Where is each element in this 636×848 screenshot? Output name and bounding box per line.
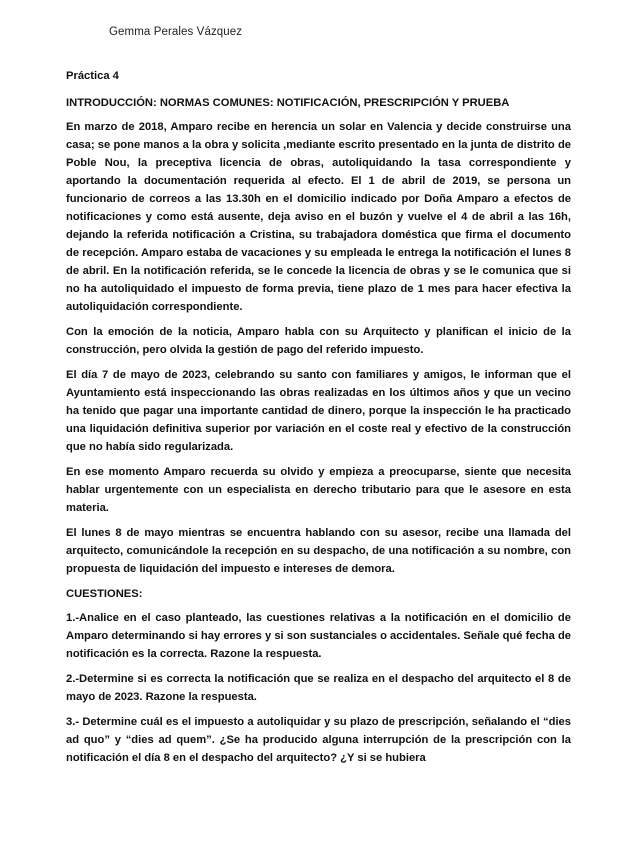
section-heading: INTRODUCCIÓN: NORMAS COMUNES: NOTIFICACIÓN, PRESCRIPCIÓN Y PRUEBA (66, 97, 510, 109)
author-name: Gemma Perales Vázquez (109, 26, 243, 38)
questions-heading: CUESTIONES: (66, 588, 143, 600)
document-body (66, 67, 571, 774)
paragraph-notification: El lunes 8 de mayo mientras se encuentra hablando con su asesor, recibe una llamada del arquitecto, comunicándole la recepción en su despacho, de una notificación a su nombre, con propuesta de liquidación del impuesto e intereses de demora. (66, 527, 571, 575)
question-2: 2.-Determine si es correcta la notificación que se realiza en el despacho del arquitecto el 8 de mayo de 2023. Razone la respuesta. (66, 673, 571, 703)
paragraph-intro: En marzo de 2018, Amparo recibe en herencia un solar en Valencia y decide construirse una casa; se pone manos a la obra y solicita ,mediante escrito presentado en la junta de distrito de Poble Nou, la preceptiva licencia de obras, autoliquidando la tasa correspondiente y aportando la documentación requerida al efecto. El 1 de abril de 2019, se persona un funcionario de correos a las 13.30h en el domicilio indicado por Doña Amparo a efectos de notificaciones y como está ausente, deja aviso en el buzón y vuelve el 4 de abril a las 16h, dejando la referida notificación a Cristina, su trabajadora doméstica que firma el documento de recepción. Amparo estaba de vacaciones y su empleada le entrega la notificación el lunes 8 de abril. En la notificación referida, se le concede la licencia de obras y se le comunica que si no ha autoliquidado el impuesto de forma previa, tiene plazo de 1 mes para hacer efectiva la autoliquidación correspondiente. (66, 121, 571, 313)
question-1: 1.-Analice en el caso planteado, las cuestiones relativas a la notificación en el domicilio de Amparo determinando si hay errores y si son sustanciales o accidentales. Señale qué fecha de notificación es la correcta. Razone la respuesta. (66, 612, 571, 660)
paragraph-architect: Con la emoción de la noticia, Amparo habla con su Arquitecto y planifican el inicio de la construcción, pero olvida la gestión de pago del referido impuesto. (66, 326, 571, 356)
practice-title: Práctica 4 (66, 70, 119, 82)
question-3: 3.- Determine cuál es el impuesto a autoliquidar y su plazo de prescripción, señalando el “dies ad quo” y “dies ad quem”. ¿Se ha producido alguna interrupción de la prescripción con la notificación el día 8 en el despacho del arquitecto? ¿Y si se hubiera (66, 716, 571, 764)
paragraph-worry: En ese momento Amparo recuerda su olvido y empieza a preocuparse, siente que necesita hablar urgentemente con un especialista en derecho tributario para que le asesore en esta materia. (66, 466, 571, 514)
paragraph-inspection: El día 7 de mayo de 2023, celebrando su santo con familiares y amigos, le informan que el Ayuntamiento está inspeccionando las obras realizadas en los últimos años y que un vecino ha tenido que pagar una importante cantidad de dinero, porque la inspección le ha practicado una liquidación definitiva superior por variación en el coste real y efectivo de la construcción que no había sido regularizada. (66, 369, 571, 453)
